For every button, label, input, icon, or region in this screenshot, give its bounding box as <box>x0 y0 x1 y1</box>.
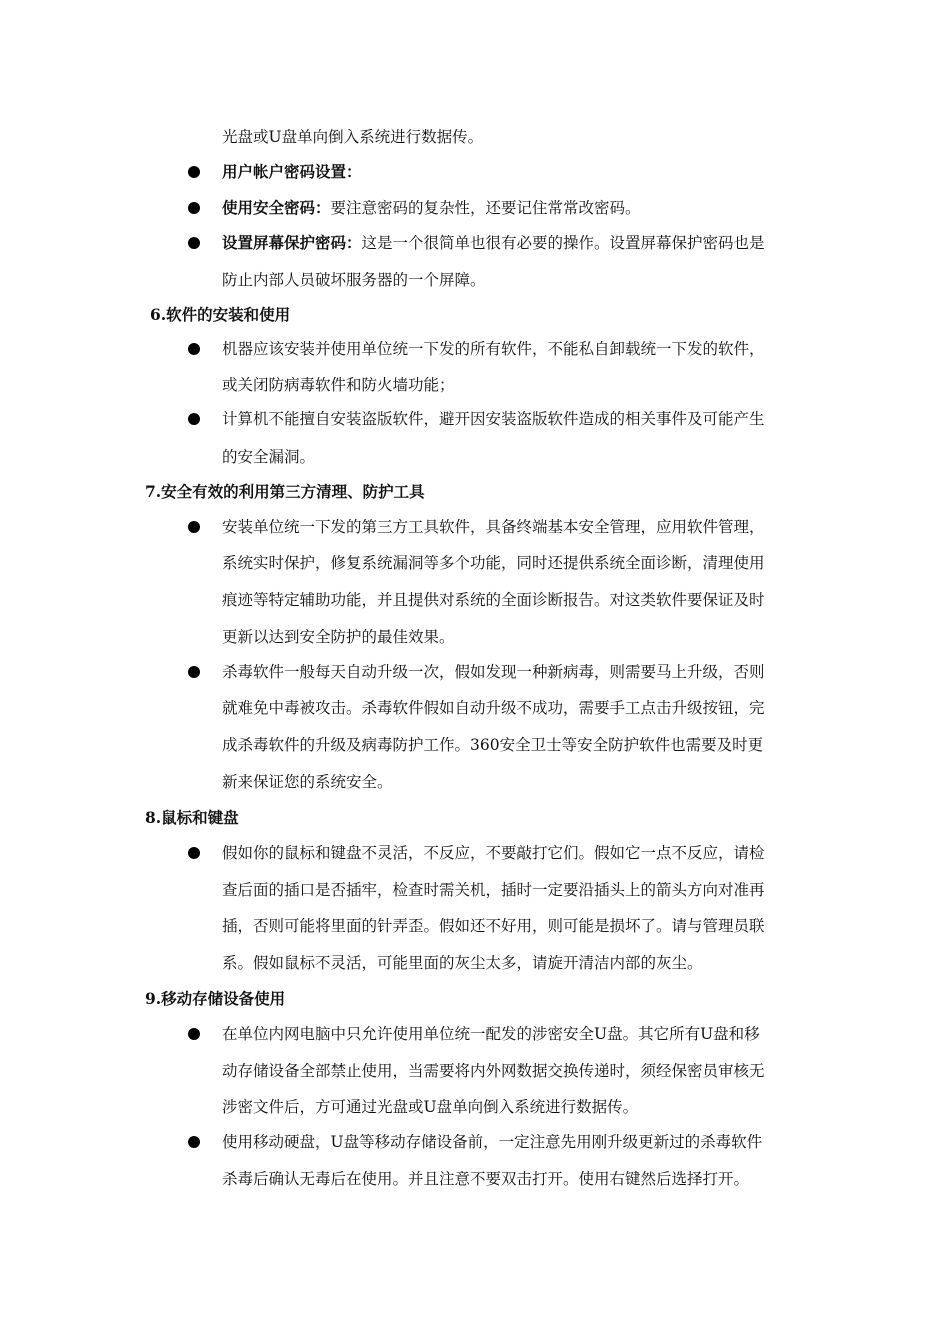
bullet-text: 杀毒后确认无毒后在使用。并且注意不要双击打开。使用右键然后选择打开。 <box>222 1170 750 1188</box>
password-item <box>222 198 641 218</box>
bullet-icon <box>188 237 200 249</box>
bullet-text: 假如你的鼠标和键盘不灵活，不反应，不要敲打它们。假如它一点不反应，请检 <box>222 844 765 862</box>
section-heading: 7.安全有效的利用第三方清理、防护工具 <box>145 482 425 501</box>
bullet-text: 痕迹等特定辅助功能，并且提供对系统的全面诊断报告。对这类软件要保证及时 <box>222 591 765 609</box>
bullet-icon <box>188 521 200 533</box>
bullet-text: 涉密文件后，方可通过光盘或U盘单向倒入系统进行数据传。 <box>222 1098 639 1116</box>
password-item-title: 设置屏幕保护密码： <box>222 233 362 252</box>
bullet-text: 更新以达到安全防护的最佳效果。 <box>222 628 455 646</box>
password-item-title: 用户帐户密码设置： <box>222 162 362 181</box>
bullet-text: 动存储设备全部禁止使用，当需要将内外网数据交换传递时，须经保密员审核无 <box>222 1062 765 1080</box>
bullet-icon <box>188 202 200 214</box>
bullet-text: 就难免中毒被攻击。杀毒软件假如自动升级不成功，需要手工点击升级按钮，完 <box>222 699 765 717</box>
bullet-text: 系统实时保护，修复系统漏洞等多个功能，同时还提供系统全面诊断，清理使用 <box>222 554 765 572</box>
bullet-text: 插，否则可能将里面的针弄歪。假如还不好用，则可能是损坏了。请与管理员联 <box>222 917 765 935</box>
password-item-text: 要注意密码的复杂性，还要记住常常改密码。 <box>330 199 641 217</box>
intro-continuation: 光盘或U盘单向倒入系统进行数据传。 <box>222 128 484 146</box>
bullet-icon <box>188 166 200 178</box>
bullet-text: 或关闭防病毒软件和防火墙功能； <box>222 376 455 394</box>
bullet-text: 机器应该安装并使用单位统一下发的所有软件，不能私自卸载统一下发的软件， <box>222 340 765 358</box>
bullet-text: 的安全漏洞。 <box>222 448 316 466</box>
bullet-text: 使用移动硬盘，U盘等移动存储设备前，一定注意先用刚升级更新过的杀毒软件 <box>222 1133 763 1151</box>
bullet-icon <box>188 847 200 859</box>
bullet-icon <box>188 1028 200 1040</box>
bullet-text: 新来保证您的系统安全。 <box>222 773 393 791</box>
section-heading: 9.移动存储设备使用 <box>145 989 286 1008</box>
bullet-text: 杀毒软件一般每天自动升级一次，假如发现一种新病毒，则需要马上升级，否则 <box>222 663 765 681</box>
password-item-title: 使用安全密码： <box>222 198 331 217</box>
bullet-icon <box>188 666 200 678</box>
section-heading: 8.鼠标和键盘 <box>145 808 239 827</box>
bullet-text: 计算机不能擅自安装盗版软件，避开因安装盗版软件造成的相关事件及可能产生 <box>222 410 765 428</box>
password-item-text: 防止内部人员破坏服务器的一个屏障。 <box>222 271 486 289</box>
bullet-icon <box>188 343 200 355</box>
section-heading: 6.软件的安装和使用 <box>150 305 291 324</box>
bullet-icon <box>188 413 200 425</box>
password-item <box>222 233 765 253</box>
password-item-text: 这是一个很简单也很有必要的操作。设置屏幕保护密码也是 <box>361 234 765 252</box>
bullet-text: 查后面的插口是否插牢，检查时需关机，插时一定要沿插头上的箭头方向对准再 <box>222 881 765 899</box>
bullet-text: 成杀毒软件的升级及病毒防护工作。360安全卫士等安全防护软件也需要及时更 <box>222 736 764 754</box>
password-item <box>222 162 362 182</box>
bullet-text: 系。假如鼠标不灵活，可能里面的灰尘太多，请旋开清洁内部的灰尘。 <box>222 954 703 972</box>
bullet-icon <box>188 1136 200 1148</box>
bullet-text: 安装单位统一下发的第三方工具软件，具备终端基本安全管理，应用软件管理， <box>222 518 765 536</box>
bullet-text: 在单位内网电脑中只允许使用单位统一配发的涉密安全U盘。其它所有U盘和移 <box>222 1025 760 1043</box>
